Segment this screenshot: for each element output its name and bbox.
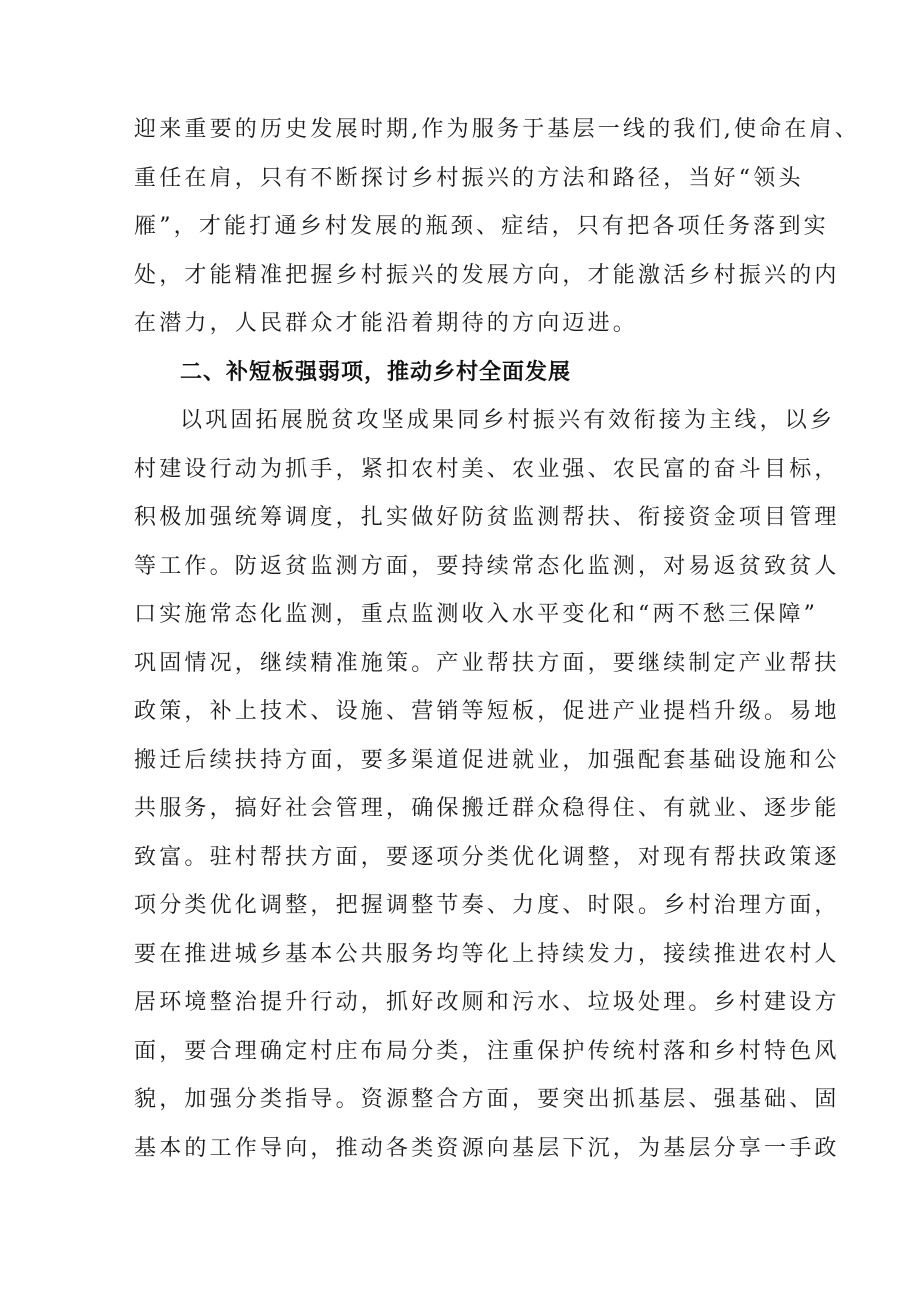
paragraph1-line-3: 雁”，才能打通乡村发展的瓶颈、症结，只有把各项任务落到实 — [134, 214, 829, 239]
paragraph1-line-4: 处，才能精准把握乡村振兴的发展方向，才能激活乡村振兴的内 — [134, 263, 840, 288]
paragraph1-line-5: 在潜力，人民群众才能沿着期待的方向迈进。 — [134, 311, 639, 336]
paragraph2-line-15: 貌，加强分类指导。资源整合方面，要突出抓基层、强基础、固 — [134, 1087, 840, 1112]
paragraph2-line-16: 基本的工作导向，推动各类资源向基层下沉，为基层分享一手政 — [134, 1136, 840, 1161]
paragraph2-line-8: 搬迁后续扶持方面，要多渠道促进就业，加强配套基础设施和公 — [134, 748, 840, 773]
paragraph2-line-4: 等工作。防返贫监测方面，要持续常态化监测，对易返贫致贫人 — [134, 554, 840, 579]
section-heading: 二、补短板强弱项，推动乡村全面发展 — [180, 360, 572, 385]
paragraph2-line-11: 项分类优化调整，把握调整节奏、力度、时限。乡村治理方面， — [134, 893, 840, 918]
paragraph2-line-1: 以巩固拓展脱贫攻坚成果同乡村振兴有效衔接为主线，以乡 — [180, 408, 836, 433]
paragraph2-line-3: 积极加强统筹调度，扎实做好防贫监测帮扶、衔接资金项目管理 — [134, 505, 840, 530]
paragraph2-line-10: 致富。驻村帮扶方面，要逐项分类优化调整，对现有帮扶政策逐 — [134, 845, 840, 870]
paragraph1-line-1: 迎来重要的历史发展时期,作为服务于基层一线的我们,使命在肩、 — [134, 117, 860, 142]
paragraph2-line-9: 共服务，搞好社会管理，确保搬迁群众稳得住、有就业、逐步能 — [134, 796, 840, 821]
paragraph1-line-2: 重任在肩，只有不断探讨乡村振兴的方法和路径，当好“领头 — [134, 166, 804, 191]
paragraph2-line-7: 政策，补上技术、设施、营销等短板，促进产业提档升级。易地 — [134, 699, 840, 724]
paragraph2-line-12: 要在推进城乡基本公共服务均等化上持续发力，接续推进农村人 — [134, 942, 840, 967]
paragraph2-line-2: 村建设行动为抓手，紧扣农村美、农业强、农民富的奋斗目标， — [134, 457, 840, 482]
paragraph2-line-13: 居环境整治提升行动，抓好改厕和污水、垃圾处理。乡村建设方 — [134, 990, 840, 1015]
paragraph2-line-14: 面，要合理确定村庄布局分类，注重保护传统村落和乡村特色风 — [134, 1039, 840, 1064]
paragraph2-line-5: 口实施常态化监测，重点监测收入水平变化和“两不愁三保障” — [134, 602, 819, 627]
paragraph2-line-6: 巩固情况，继续精准施策。产业帮扶方面，要继续制定产业帮扶 — [134, 651, 840, 676]
